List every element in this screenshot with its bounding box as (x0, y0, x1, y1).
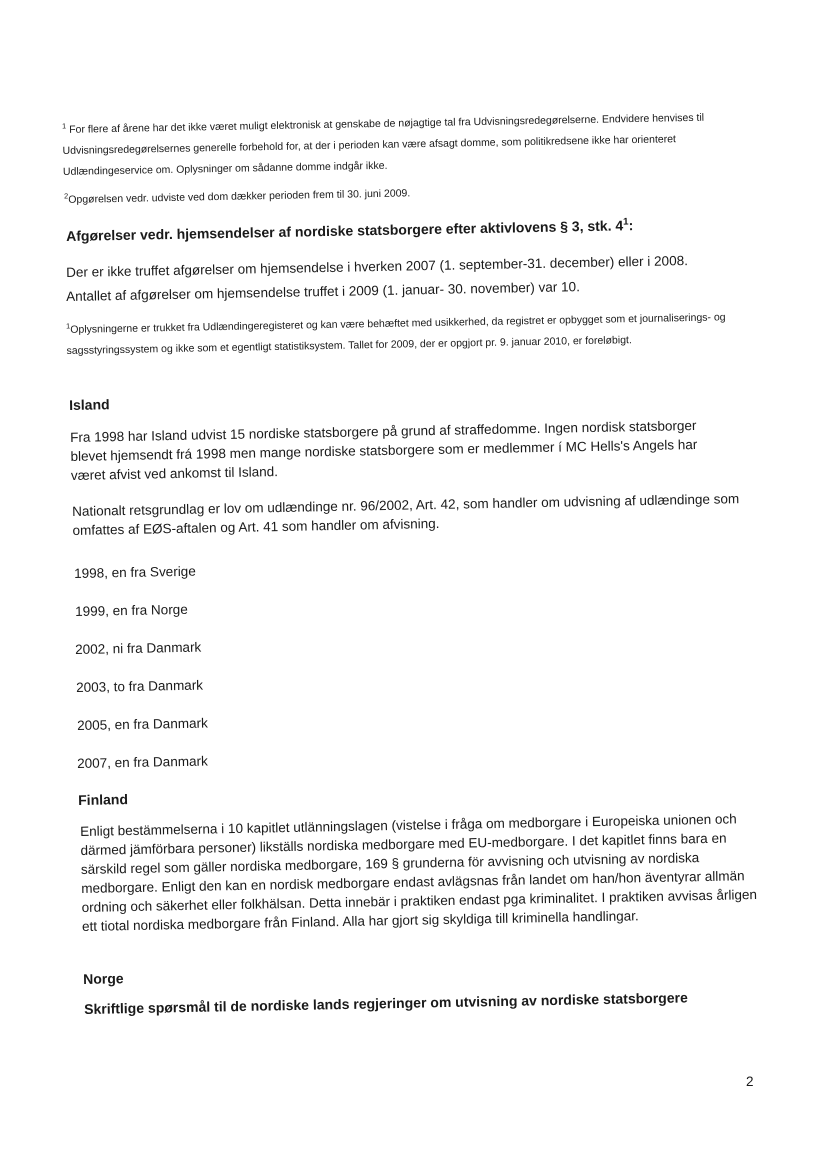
island-heading: Island (69, 396, 110, 413)
island-list-item: 2005, en fra Danmark (77, 715, 208, 733)
island-list-item: 2003, to fra Danmark (76, 677, 204, 695)
aktivlov-note-marker: 1 (66, 321, 71, 331)
footnote-2-marker: 2 (64, 191, 69, 201)
island-paragraph-2: Nationalt retsgrundlag er lov om udlændinge nr. 96/2002, Art. 42, som handler om udvisning af udlændinge som omfattes af EØS-aftalen og Art. 41 som handler om afvisning. (72, 491, 740, 538)
footnote-1-text: For flere af årene har det ikke været muligt elektronisk at genskabe de nøjagtige tal fra Udvisningsredegørelserne. Endvidere henvises til Udvisningsredegørelsernes generelle forbehold for, at der i perioden kan være afsagt domme, som politikredsene ikke har orienteret Udlændingeservice om. Oplysninger om sådanne domme indgår ikke. (62, 111, 705, 178)
island-paragraph-1: Fra 1998 har Island udvist 15 nordiske statsborgere på grund af straffedomme. Ingen nordisk statsborger blevet hjemsendt frá 1998 men mange nordiske statsborgere som er medlemmer í MC Hells's Angels har været afvist ved ankomst til Island. (70, 417, 698, 483)
aktivlov-note-text: Oplysningerne er trukket fra Udlændingeregisteret og kan være behæftet med usikkerhed, da registret er opbygget som et journaliserings- og sagsstyringssystem og ikke som et egentligt statistiksystem. Tallet for 2009, der er opgjort pr. 9. januar 2010, er foreløbigt. (66, 311, 726, 357)
island-list-item: 2007, en fra Danmark (77, 753, 208, 771)
aktivlov-line-2: Antallet af afgørelser om hjemsendelse truffet i 2009 (1. januar- 30. november) var 10. (66, 279, 580, 304)
aktivlov-heading-text: Afgørelser vedr. hjemsendelser af nordiske statsborgere efter aktivlovens § 3, stk. 4 (66, 217, 624, 244)
footnote-1 (62, 107, 733, 183)
norge-subheading: Skriftlige spørsmål til de nordiske lands regjeringer om utvisning av nordiske statsborgere (84, 989, 688, 1017)
aktivlov-note (66, 307, 737, 362)
island-list-item: 1998, en fra Sverige (74, 563, 196, 581)
finland-paragraph: Enligt bestämmelserna i 10 kapitlet utlänningslagen (vistelse i fråga om medborgare i Europeiska unionen och därmed jämförbara personer) likställs nordiska medborgare med EU-medborgare. I det kapitlet finns bara en särskild regel som gäller nordiska medborgare, 169 § grunderna för avvisning och utvisning av nordiska medborgare. Enligt den kan en nordisk medborgare endast avlägsnas från landet om han/hon äventyrar allmän ordning och säkerhet eller folkhälsan. Detta innebär i praktiken endast pga kriminalitet. I praktiken avvisas årligen ett tiotal nordiska medborgare från Finland. Alla har gjort sig skyldiga till kriminella handlingar. (80, 811, 758, 934)
footnote-2 (64, 178, 664, 211)
aktivlov-heading-sup: 1 (623, 216, 629, 228)
footnote-1-marker: 1 (62, 121, 67, 131)
island-list-item: 2002, ni fra Danmark (75, 639, 202, 657)
footnote-2-text: Opgørelsen vedr. udviste ved dom dækker perioden frem til 30. juni 2009. (68, 187, 411, 206)
island-list-item: 1999, en fra Norge (75, 601, 188, 619)
aktivlov-heading-suffix: : (628, 217, 634, 234)
aktivlov-heading (66, 215, 746, 244)
page-number: 2 (746, 1074, 754, 1089)
norge-heading: Norge (83, 970, 124, 987)
aktivlov-line-1: Der er ikke truffet afgørelser om hjemsendelse i hverken 2007 (1. september-31. december) eller i 2008. (66, 253, 689, 280)
finland-heading: Finland (78, 791, 129, 808)
